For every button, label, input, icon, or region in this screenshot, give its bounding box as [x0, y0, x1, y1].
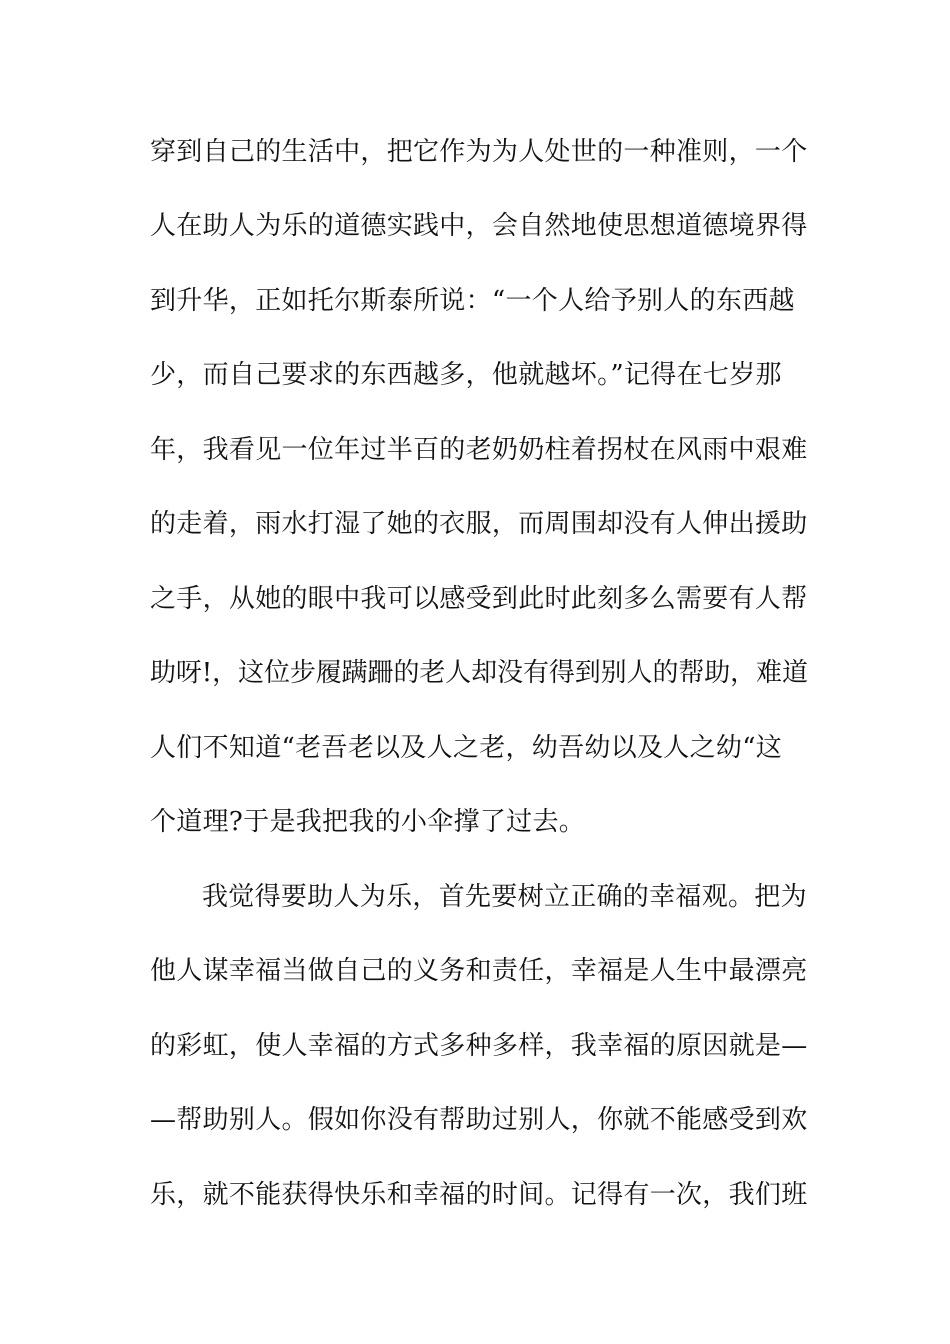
paragraph-first-line: 我觉得要助人为乐，首先要树立正确的幸福观。把为 — [202, 882, 807, 912]
text-line: 乐，就不能获得快乐和幸福的时间。记得有一次，我们班 — [150, 1180, 808, 1210]
text-line: 助呀!，这位步履蹒跚的老人却没有得到别人的帮助，难道 — [150, 658, 808, 688]
text-line: 的走着，雨水打湿了她的衣服，而周围却没有人伸出援助 — [150, 509, 808, 539]
text-line: 年，我看见一位年过半百的老奶奶柱着拐杖在风雨中艰难 — [150, 435, 808, 465]
text-line: —帮助别人。假如你没有帮助过别人，你就不能感受到欢 — [150, 1105, 808, 1135]
text-line: 个道理?于是我把我的小伞撑了过去。 — [150, 807, 586, 837]
text-line: 人在助人为乐的道德实践中，会自然地使思想道德境界得 — [150, 211, 808, 241]
text-line: 之手，从她的眼中我可以感受到此时此刻多么需要有人帮 — [150, 584, 808, 614]
text-line: 的彩虹，使人幸福的方式多种多样，我幸福的原因就是— — [150, 1031, 808, 1061]
text-line: 穿到自己的生活中，把它作为为人处世的一种准则，一个 — [150, 137, 808, 167]
text-line: 少，而自己要求的东西越多，他就越坏。”记得在七岁那 — [150, 360, 782, 390]
text-line: 他人谋幸福当做自己的义务和责任，幸福是人生中最漂亮 — [150, 956, 808, 986]
text-line: 人们不知道“老吾老以及人之老，幼吾幼以及人之幼“这 — [150, 733, 783, 763]
text-line: 到升华，正如托尔斯泰所说：“一个人给予别人的东西越 — [150, 286, 795, 316]
